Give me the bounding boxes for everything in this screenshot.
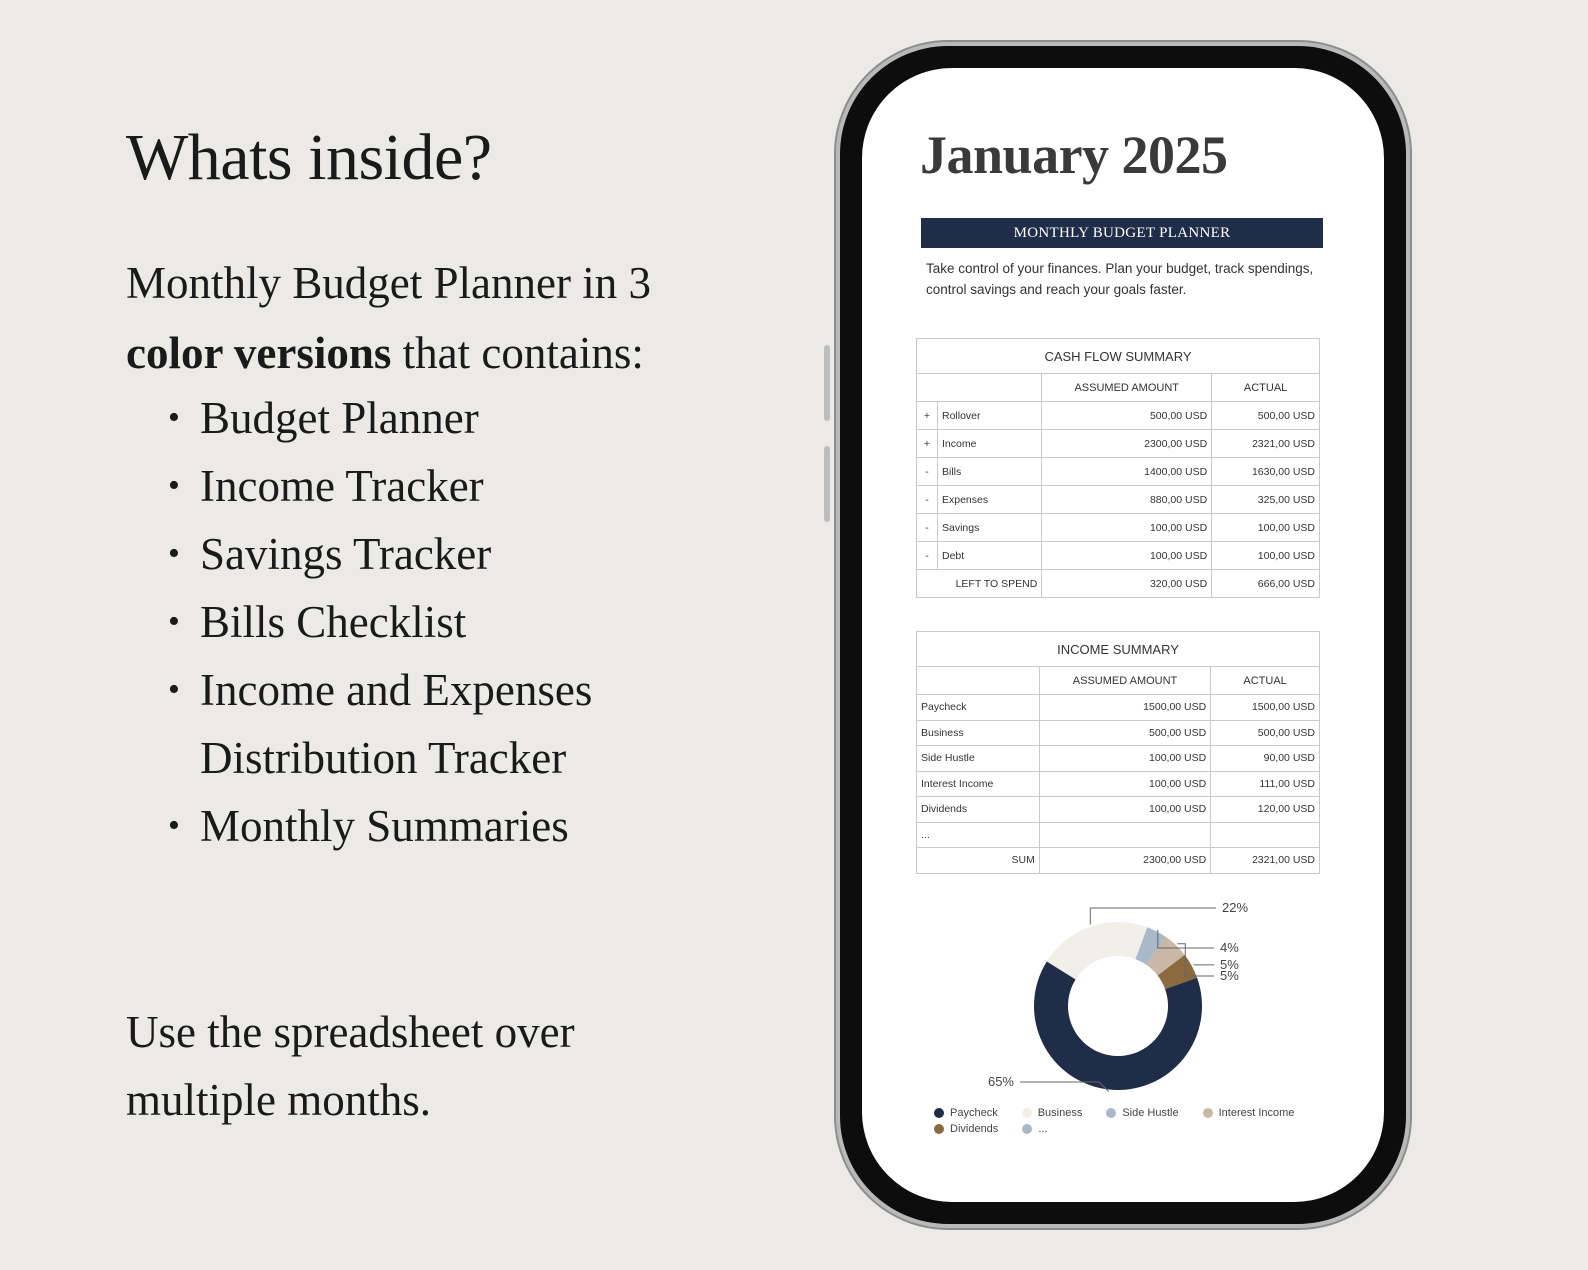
table-row — [917, 720, 1320, 746]
row-label[interactable]: Paycheck — [917, 695, 1040, 721]
table-row — [917, 458, 1320, 486]
feature-label: Budget Planner — [200, 393, 479, 443]
feature-list — [160, 384, 760, 860]
intro-regular-2: that contains: — [391, 328, 644, 378]
legend-swatch — [1022, 1108, 1032, 1118]
col-actual-header: ACTUAL — [1211, 667, 1320, 695]
leader-line — [1090, 908, 1216, 925]
row-label[interactable]: Bills — [938, 458, 1042, 486]
total-actual: 666,00 USD — [1212, 570, 1320, 598]
feature-label: Monthly Summaries — [200, 801, 569, 851]
bullet-icon: • — [168, 603, 180, 640]
assumed-cell[interactable]: 100,00 USD — [1039, 746, 1210, 772]
actual-cell[interactable]: 111,00 USD — [1211, 771, 1320, 797]
row-label[interactable]: ... — [917, 822, 1040, 848]
legend-swatch — [934, 1108, 944, 1118]
row-label[interactable]: Savings — [938, 514, 1042, 542]
actual-cell[interactable]: 100,00 USD — [1212, 514, 1320, 542]
total-label: LEFT TO SPEND — [917, 570, 1042, 598]
actual-cell[interactable]: 2321,00 USD — [1212, 430, 1320, 458]
assumed-cell[interactable]: 100,00 USD — [1039, 771, 1210, 797]
volume-up-button — [824, 345, 830, 421]
total-actual: 2321,00 USD — [1211, 848, 1320, 874]
assumed-cell[interactable]: 100,00 USD — [1042, 542, 1212, 570]
table-row — [917, 797, 1320, 823]
legend-item — [934, 1107, 998, 1119]
actual-cell[interactable] — [1211, 822, 1320, 848]
total-row — [917, 570, 1320, 598]
feature-label: Savings Tracker — [200, 529, 492, 579]
assumed-cell[interactable]: 1500,00 USD — [1039, 695, 1210, 721]
feature-item — [160, 452, 760, 520]
assumed-cell[interactable]: 100,00 USD — [1042, 514, 1212, 542]
row-label[interactable]: Expenses — [938, 486, 1042, 514]
table-row — [917, 486, 1320, 514]
legend-swatch — [1203, 1108, 1213, 1118]
income-donut-chart — [862, 876, 1384, 1106]
planner-description: Take control of your finances. Plan your budget, track spendings, control savings and reach your goals faster. — [926, 261, 1314, 297]
legend-swatch — [934, 1124, 944, 1134]
feature-item — [160, 588, 760, 656]
planner-banner: MONTHLY BUDGET PLANNER — [921, 218, 1323, 248]
table-row — [917, 514, 1320, 542]
legend-item — [934, 1123, 998, 1135]
table-row — [917, 695, 1320, 721]
legend-label: Dividends — [950, 1123, 999, 1135]
legend-swatch — [1106, 1108, 1116, 1118]
slice-percent-label: 5% — [1220, 956, 1239, 972]
col-assumed-header: ASSUMED AMOUNT — [1039, 667, 1210, 695]
bullet-icon: • — [168, 535, 180, 572]
row-label[interactable]: Income — [938, 430, 1042, 458]
actual-cell[interactable]: 500,00 USD — [1212, 402, 1320, 430]
assumed-cell[interactable] — [1039, 822, 1210, 848]
table-row — [917, 542, 1320, 570]
legend-label: Business — [1037, 1107, 1083, 1119]
income-summary-table — [916, 631, 1320, 874]
legend-label: Paycheck — [950, 1107, 998, 1119]
feature-label: Bills Checklist — [200, 597, 467, 647]
row-label[interactable]: Dividends — [917, 797, 1040, 823]
page-heading: Whats inside? — [126, 121, 492, 194]
actual-cell[interactable]: 500,00 USD — [1211, 720, 1320, 746]
assumed-cell[interactable]: 500,00 USD — [1042, 402, 1212, 430]
actual-cell[interactable]: 1500,00 USD — [1211, 695, 1320, 721]
row-sign: - — [917, 458, 938, 486]
legend-label: ... — [1038, 1123, 1048, 1135]
row-sign: - — [917, 542, 938, 570]
bullet-icon: • — [168, 467, 180, 504]
phone-screen — [862, 68, 1384, 1202]
actual-cell[interactable]: 90,00 USD — [1211, 746, 1320, 772]
chart-legend — [934, 1107, 1344, 1139]
row-label[interactable]: Business — [917, 720, 1040, 746]
feature-label: Income Tracker — [200, 461, 484, 511]
outro-text: Use the spreadsheet over multiple months. — [126, 1007, 575, 1125]
feature-item — [160, 656, 640, 792]
bullet-icon: • — [168, 807, 180, 844]
feature-item — [160, 520, 760, 588]
legend-swatch — [1022, 1124, 1032, 1134]
table-row — [917, 746, 1320, 772]
cash-flow-table — [916, 338, 1320, 598]
donut-slice-business — [1047, 922, 1148, 980]
actual-cell[interactable]: 1630,00 USD — [1212, 458, 1320, 486]
row-sign: - — [917, 486, 938, 514]
row-label[interactable]: Rollover — [938, 402, 1042, 430]
total-row — [917, 848, 1320, 874]
legend-item — [1022, 1123, 1047, 1135]
assumed-cell[interactable]: 1400,00 USD — [1042, 458, 1212, 486]
actual-cell[interactable]: 100,00 USD — [1212, 542, 1320, 570]
cash-flow-title: CASH FLOW SUMMARY — [917, 339, 1320, 374]
actual-cell[interactable]: 120,00 USD — [1211, 797, 1320, 823]
total-label: SUM — [917, 848, 1040, 874]
intro-regular: Monthly Budget Planner in 3 — [126, 258, 651, 308]
assumed-cell[interactable]: 2300,00 USD — [1042, 430, 1212, 458]
table-row — [917, 771, 1320, 797]
row-label[interactable]: Interest Income — [917, 771, 1040, 797]
legend-item — [1203, 1107, 1295, 1119]
actual-cell[interactable]: 325,00 USD — [1212, 486, 1320, 514]
row-label[interactable]: Debt — [938, 542, 1042, 570]
bullet-icon: • — [168, 399, 180, 436]
row-sign: - — [917, 514, 938, 542]
intro-text — [126, 248, 746, 388]
feature-item — [160, 792, 760, 860]
slice-percent-label: 22% — [1222, 900, 1249, 915]
month-title: January 2025 — [920, 125, 1228, 185]
total-assumed: 320,00 USD — [1042, 570, 1212, 598]
total-assumed: 2300,00 USD — [1039, 848, 1210, 874]
slice-percent-label: 65% — [987, 1074, 1014, 1089]
intro-bold: color versions — [126, 328, 392, 378]
row-label[interactable]: Side Hustle — [917, 746, 1040, 772]
legend-label: Interest Income — [1218, 1107, 1295, 1119]
volume-down-button — [824, 446, 830, 522]
col-actual-header: ACTUAL — [1212, 374, 1320, 402]
assumed-cell[interactable]: 500,00 USD — [1039, 720, 1210, 746]
income-summary-title: INCOME SUMMARY — [917, 632, 1320, 667]
table-row — [917, 430, 1320, 458]
legend-item — [1106, 1107, 1178, 1119]
row-sign: + — [917, 430, 938, 458]
table-row — [917, 822, 1320, 848]
slice-percent-label: 4% — [1220, 940, 1239, 955]
assumed-cell[interactable]: 100,00 USD — [1039, 797, 1210, 823]
header-blank — [917, 374, 1042, 402]
row-sign: + — [917, 402, 938, 430]
legend-item — [1022, 1107, 1083, 1119]
bullet-icon: • — [168, 671, 180, 708]
feature-item — [160, 384, 760, 452]
header-blank — [917, 667, 1040, 695]
slice-percent-label: 5% — [1220, 968, 1239, 983]
legend-label: Side Hustle — [1122, 1107, 1179, 1119]
feature-label: Income and Expenses Distribution Tracker — [200, 665, 593, 783]
assumed-cell[interactable]: 880,00 USD — [1042, 486, 1212, 514]
table-row — [917, 402, 1320, 430]
col-assumed-header: ASSUMED AMOUNT — [1042, 374, 1212, 402]
phone-frame — [840, 46, 1406, 1224]
